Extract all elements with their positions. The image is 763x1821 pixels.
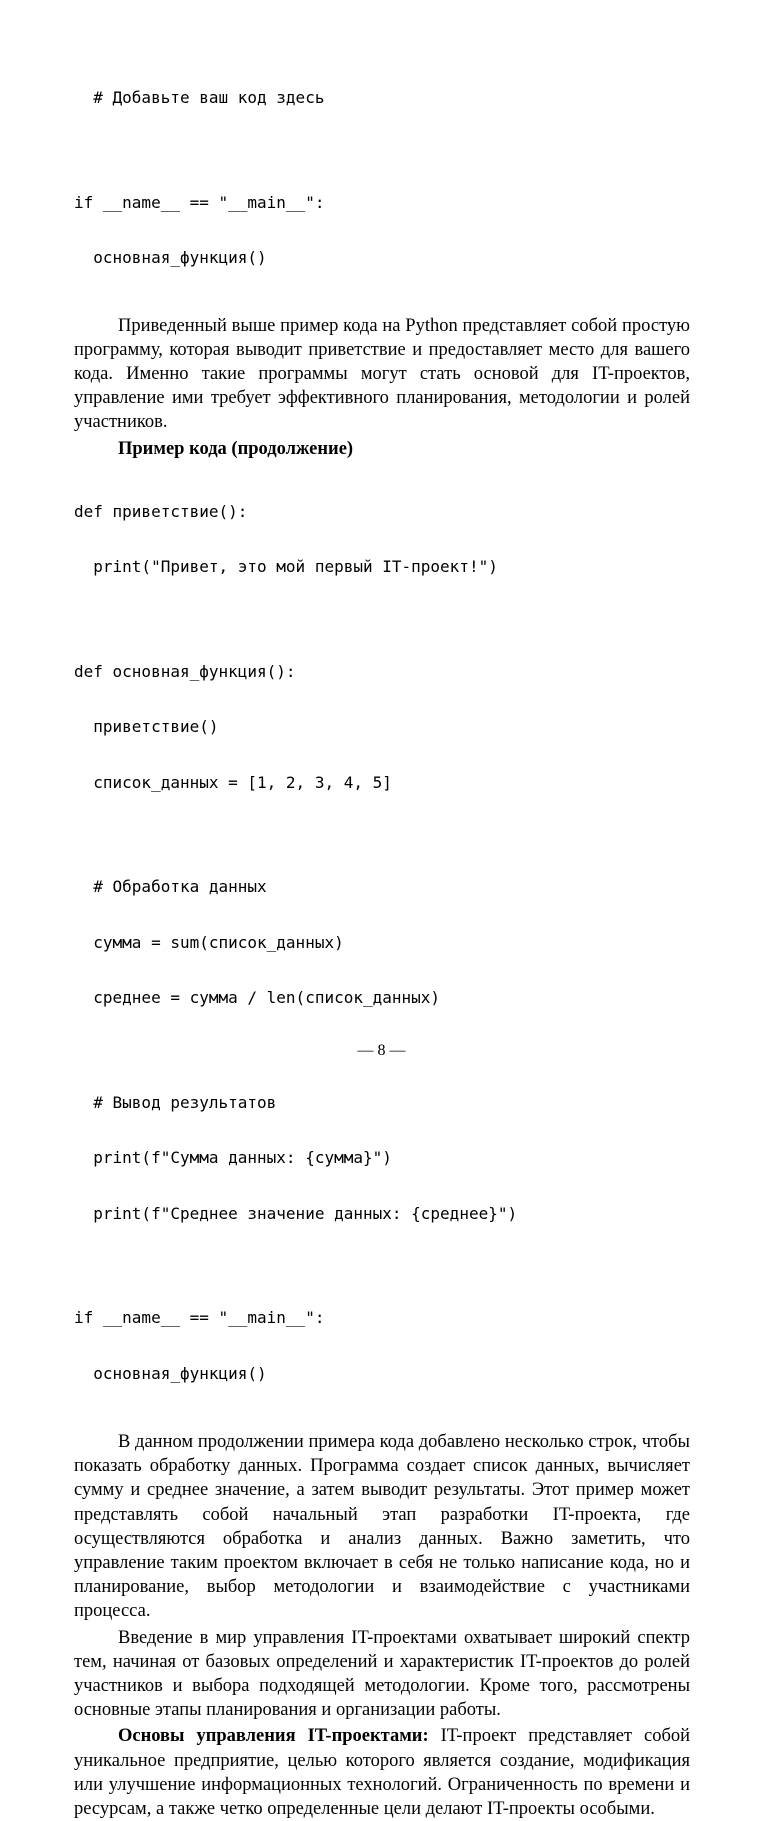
paragraph-code-explanation: В данном продолжении примера кода добавлено несколько строк, чтобы показать обработку данных. Программа создает список данных, вычисляет сумму и среднее значение, а затем выводит результаты. Этот пример может представлять собой начальный этап разработки IT-проекта, где осуществляются обработка и анализ данных. Важно заметить, что управление таким проектом включает в себя не только написание кода, но и планирование, выбор методологии и взаимодействие с участниками процесса. [74, 1432, 690, 1622]
code-line: приветствие() [74, 717, 219, 737]
code-line: # Добавьте ваш код здесь [74, 88, 325, 107]
code-line [74, 1260, 690, 1272]
code-line: # Вывод результатов [74, 1092, 277, 1112]
code-line: print(f"Сумма данных: {сумма}") [74, 1148, 392, 1168]
code-line: среднее = сумма / len(список_данных) [74, 988, 441, 1008]
code-line: основная_функция() [74, 1363, 267, 1383]
code-block-1 [74, 52, 690, 305]
code-line: def приветствие(): [74, 501, 248, 521]
code-line: def основная_функция(): [74, 661, 296, 681]
code-line [74, 614, 690, 626]
code-line: if __name__ == "__main__": [74, 192, 325, 212]
code-line: список_данных = [1, 2, 3, 4, 5] [74, 772, 392, 792]
code-line: # Обработка данных [74, 877, 267, 897]
code-line: print("Привет, это мой первый IT-проект!") [74, 557, 498, 577]
paragraph-introduction-summary: Введение в мир управления IT-проектами охватывает широкий спектр тем, начиная от базовых определений и характеристик IT-проектов до ролей участников и выбора подходящей методологии. Кроме того, рассмотрены основные этапы планирования и организации работы. [74, 1627, 690, 1721]
code-line: основная_функция() [74, 248, 267, 267]
page-content [74, 46, 690, 1821]
paragraph-python-intro: Приведенный выше пример кода на Python представляет собой простую программу, которая выводит приветствие и предоставляет место для вашего кода. Именно такие программы могут стать основой для IT-проектов, управление ими требует эффективного планирования, методологии и ролей участников. [74, 315, 690, 433]
paragraph-lead-bold: Основы управления IT-проектами: [118, 1726, 429, 1747]
code-line [74, 145, 690, 157]
paragraph-body: IT-проект представляет собой уникальное предприятие, целью которого является создание, модификация или улучшение информационных технологий. Ограниченность по времени и ресурсам, а также четко определенные цели делают IT-проекты особыми. [74, 1726, 691, 1820]
code-line: сумма = sum(список_данных) [74, 932, 344, 952]
code-line: print(f"Среднее значение данных: {среднее}") [74, 1203, 518, 1223]
code-line [74, 829, 690, 841]
section-heading-code-continued: Пример кода (продолжение) [118, 438, 354, 459]
page-number: — 8 — [357, 1042, 406, 1059]
code-line: if __name__ == "__main__": [74, 1308, 325, 1328]
code-block-2 [74, 466, 690, 1421]
paragraph-it-project-basics [74, 1724, 690, 1821]
